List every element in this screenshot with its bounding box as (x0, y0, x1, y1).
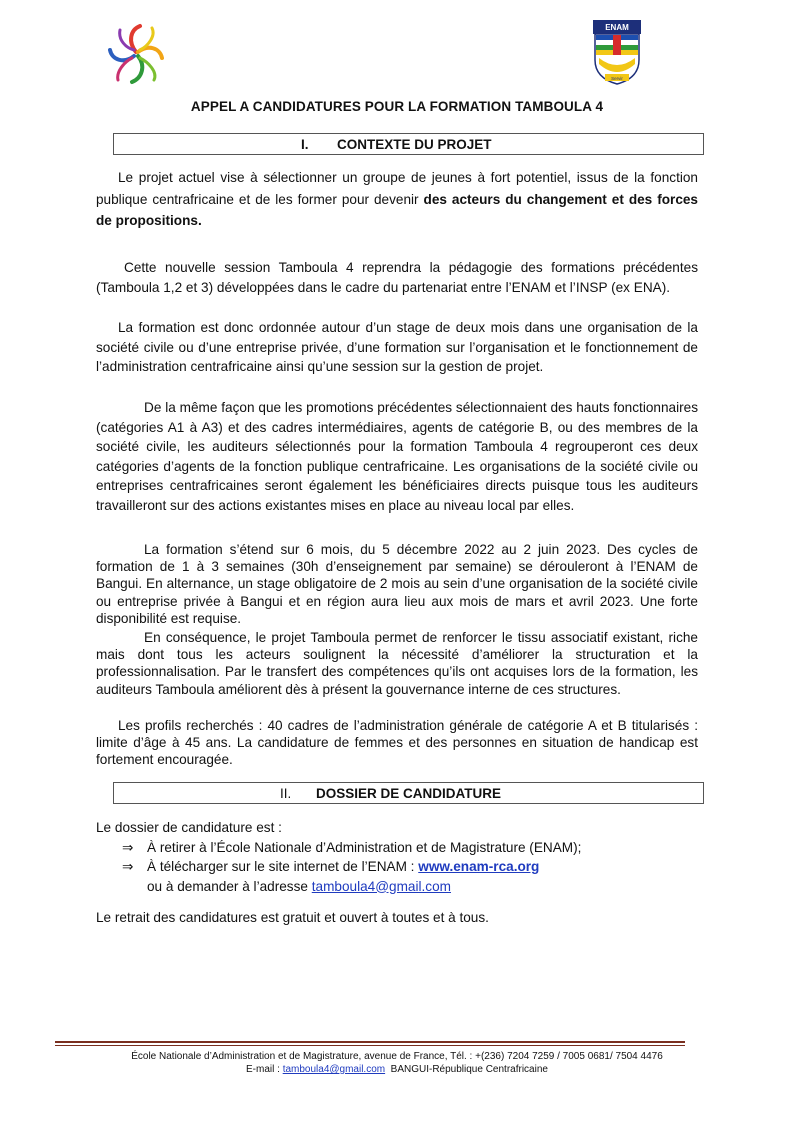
enam-crest-logo (591, 20, 643, 86)
section-heading-application (113, 782, 704, 804)
bold-highlight: des acteurs du changement et des forces de propositions. (96, 191, 698, 228)
section-number: II. (280, 786, 292, 801)
pinwheel-logo (104, 22, 168, 86)
website-link[interactable]: www.enam-rca.org (418, 859, 540, 874)
list-item: ⇒ À retirer à l’École Nationale d’Administration et de Magistrature (ENAM); (96, 838, 706, 858)
paragraph-project-goal: Le projet actuel vise à sélectionner un groupe de jeunes à fort potentiel, issus de la fonction publique centrafricaine et de les former pour devenir des acteurs du changement et des forces de propositions. (96, 170, 698, 228)
arrow-right-icon: ⇒ (122, 859, 134, 874)
svg-text:Servir: Servir (611, 76, 623, 81)
list-item: ⇒ À télécharger sur le site internet de l’ENAM : www.enam-rca.org (96, 857, 706, 877)
footer-contact: E-mail : tamboula4@gmail.com BANGUI-République Centrafricaine (246, 1064, 548, 1075)
footer-rule (55, 1041, 685, 1043)
list-item: ou à demander à l’adresse tamboula4@gmail.com (147, 878, 451, 894)
section-heading-context (113, 133, 704, 155)
paragraph-training-structure: La formation est donc ordonnée autour d’un stage de deux mois dans une organisation de la société civile ou d’une entreprise privée, d’une formation sur l’organisation et le fonctionnement de l’administration centrafricaine ainsi qu’une session sur la gestion de projet. (96, 320, 698, 374)
footer-email-link[interactable]: tamboula4@gmail.com (282, 1064, 386, 1075)
section-number: I. (301, 137, 309, 152)
paragraph-profiles: Les profils recherchés : 40 cadres de l’administration générale de catégorie A et B titularisés : limite d’âge à 45 ans. La candidature de femmes et des personnes en situation de handicap est fortement encouragée. (96, 718, 698, 768)
arrow-right-icon: ⇒ (122, 839, 134, 855)
paragraph-new-session: Cette nouvelle session Tamboula 4 reprendra la pédagogie des formations précédentes (Tamboula 1,2 et 3) développées dans le cadre du partenariat entre l’ENAM et l’INSP (ex ENA). (96, 260, 698, 295)
list-intro: Le dossier de candidature est : (96, 820, 282, 835)
paragraph-consequences: En conséquence, le projet Tamboula permet de renforcer le tissu associatif existant, riche mais dont tous les acteurs soulignent la nécessité d’améliorer la structuration et la professionnalisation. Par le transfert des compétences qu’ils ont acquises lors de la formation, les auditeurs Tamboula améliorent dès à présent la gouvernance interne de ces structures. (96, 630, 698, 697)
section-title: CONTEXTE DU PROJET (337, 137, 492, 152)
paragraph-schedule: La formation s’étend sur 6 mois, du 5 décembre 2022 au 2 juin 2023. Des cycles de formation de 1 à 3 semaines (30h d’enseignement par semaine) se dérouleront à l’ENAM de Bangui. En alternance, un stage obligatoire de 2 mois au sein d’une organisation de la société civile ou entreprise privée à Bangui et en région aura lieu aux mois de mars et avril 2023. Une forte disponibilité est requise. (96, 542, 698, 626)
footer-address: École Nationale d’Administration et de Magistrature, avenue de France, Tél. : +(236) 7204 7259 / 7005 0681/ 7504 4476 (131, 1051, 663, 1062)
footer-rule (55, 1045, 685, 1046)
svg-text:ENAM: ENAM (605, 23, 629, 32)
paragraph-selection: De la même façon que les promotions précédentes sélectionnaient des hauts fonctionnaires (catégories A1 à A3) et des cadres intermédiaires, agents de catégorie B, ou des membres de la société civile, les auditeurs sélectionnés pour la formation Tamboula 4 regrouperont ces deux catégories d’agents de la fonction publique centrafricaine. Les organisations de la société civile ou entreprises centrafricaines seront également les bénéficiaires directs puisque tous les auditeurs travailleront sur des actions existantes mises en place au niveau local par elles. (96, 400, 698, 513)
email-link[interactable]: tamboula4@gmail.com (311, 878, 451, 894)
paragraph-closing: Le retrait des candidatures est gratuit et ouvert à toutes et à tous. (96, 910, 489, 925)
document-title: APPEL A CANDIDATURES POUR LA FORMATION TAMBOULA 4 (190, 99, 604, 114)
application-list (96, 818, 706, 896)
section-title: DOSSIER DE CANDIDATURE (316, 786, 502, 801)
